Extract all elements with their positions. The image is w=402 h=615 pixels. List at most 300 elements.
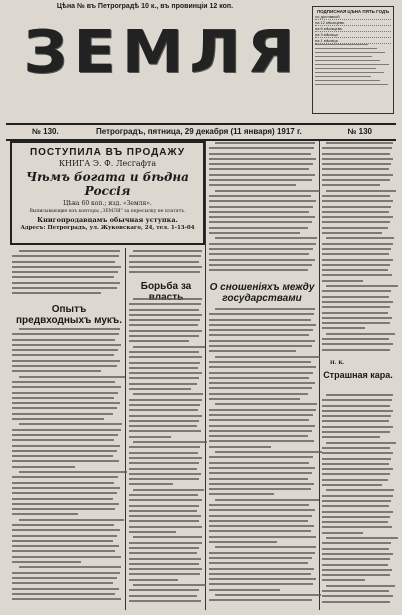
text-line <box>12 344 121 346</box>
text-line <box>129 340 189 342</box>
text-line <box>129 351 199 353</box>
ad-book-title: Чѣмъ богата и бѣдна Россія <box>26 170 189 198</box>
text-line <box>209 269 308 271</box>
text-line <box>12 482 114 484</box>
ad-discount: Книгопродавцамъ обычная уступка. <box>37 216 178 224</box>
text-line <box>133 489 204 491</box>
text-line <box>322 463 389 465</box>
text-line <box>129 568 202 570</box>
text-line <box>322 447 390 449</box>
text-line <box>209 483 314 485</box>
text-line <box>19 250 120 252</box>
text-line <box>322 343 393 345</box>
issue-number-left: № 130. <box>32 127 59 136</box>
text-line <box>209 536 316 538</box>
text-line <box>322 147 392 149</box>
text-line <box>322 542 391 544</box>
text-line <box>129 520 199 522</box>
text-line <box>12 545 119 547</box>
article-column <box>129 298 203 605</box>
text-line <box>215 237 317 239</box>
text-line <box>209 147 314 149</box>
text-line <box>322 495 393 497</box>
text-line <box>322 468 393 470</box>
text-line <box>322 548 389 550</box>
text-line <box>209 467 315 469</box>
text-line <box>322 206 391 208</box>
text-line <box>322 415 391 417</box>
text-line <box>322 574 390 576</box>
text-line <box>322 158 393 160</box>
text-line <box>322 405 390 407</box>
text-line <box>209 195 311 197</box>
text-line <box>209 313 314 315</box>
text-line <box>129 261 199 263</box>
issue-number-right: № 130 <box>347 127 372 136</box>
text-line <box>315 48 377 49</box>
text-line <box>133 441 206 443</box>
text-line <box>12 370 101 372</box>
text-line <box>209 456 313 458</box>
text-line <box>19 376 126 378</box>
text-line <box>209 345 312 347</box>
subscription-row: на 3 мѣсяца <box>315 32 391 38</box>
text-line <box>12 333 119 335</box>
text-line <box>129 510 197 512</box>
text-line <box>129 266 202 268</box>
text-line <box>326 585 395 587</box>
text-line <box>315 56 372 57</box>
text-line <box>209 372 313 374</box>
text-line <box>315 76 371 77</box>
text-line <box>315 60 380 61</box>
text-line <box>129 542 202 544</box>
text-line <box>12 445 120 447</box>
article-column <box>209 308 317 605</box>
text-line <box>12 365 117 367</box>
text-line <box>322 274 392 276</box>
text-line <box>322 264 390 266</box>
text-line <box>209 462 309 464</box>
text-line <box>133 298 201 300</box>
text-line <box>326 489 394 491</box>
text-line <box>322 163 391 165</box>
text-line <box>322 227 388 229</box>
text-line <box>209 243 316 245</box>
text-line <box>209 493 274 495</box>
text-line <box>209 216 315 218</box>
text-line <box>315 52 385 53</box>
text-line <box>209 227 308 229</box>
text-line <box>209 211 309 213</box>
text-line <box>209 387 312 389</box>
text-line <box>215 308 314 310</box>
headline-strashnaya: Страшная кара. <box>323 370 393 380</box>
text-line <box>209 350 296 352</box>
text-line <box>129 563 199 565</box>
text-line <box>129 531 176 533</box>
text-line <box>129 552 197 554</box>
text-line <box>129 452 198 454</box>
headline-borba: Борьба за <box>140 281 192 292</box>
text-line <box>133 346 205 348</box>
text-line <box>12 508 115 510</box>
text-line <box>215 403 317 405</box>
text-line <box>315 72 384 73</box>
text-line <box>322 322 390 324</box>
text-line <box>129 271 200 273</box>
text-line <box>12 540 113 542</box>
text-line <box>12 339 115 341</box>
text-line <box>129 515 201 517</box>
text-line <box>129 425 197 427</box>
text-line <box>129 399 202 401</box>
text-line <box>322 179 390 181</box>
text-line <box>129 409 198 411</box>
text-line <box>322 200 393 202</box>
text-line <box>209 409 316 411</box>
text-line <box>19 471 128 473</box>
text-line <box>12 282 120 284</box>
text-line <box>322 558 390 560</box>
text-line <box>322 168 389 170</box>
text-line <box>129 436 171 438</box>
column-rule <box>319 141 320 610</box>
text-line <box>322 569 392 571</box>
text-line <box>209 200 316 202</box>
text-line <box>322 500 391 502</box>
text-line <box>209 319 311 321</box>
text-line <box>129 314 202 316</box>
ad-price: Цѣна 60 коп.; изд. «Земля». <box>63 200 152 207</box>
text-line <box>129 372 202 374</box>
text-line <box>322 317 392 319</box>
text-line <box>129 595 197 597</box>
text-line <box>326 237 394 239</box>
text-line <box>322 301 393 303</box>
text-line <box>326 537 397 539</box>
ad-shipping-note: Выписывающие изъ конторы „ЗЕМЛЯ" за пересылку не платятъ. <box>29 209 186 214</box>
text-line <box>322 243 393 245</box>
text-line <box>322 526 392 528</box>
text-line <box>209 446 271 448</box>
text-line <box>129 388 191 390</box>
text-line <box>209 398 300 400</box>
text-line <box>322 431 390 433</box>
text-line <box>12 266 121 268</box>
text-line <box>209 179 312 181</box>
text-line <box>209 557 312 559</box>
text-line <box>322 306 390 308</box>
text-line <box>209 520 308 522</box>
text-line <box>322 232 382 234</box>
text-line <box>209 382 315 384</box>
text-line <box>322 269 388 271</box>
text-line <box>129 420 199 422</box>
text-line <box>129 356 202 358</box>
text-line <box>129 573 200 575</box>
text-line <box>322 505 389 507</box>
text-line <box>322 579 365 581</box>
text-line <box>129 324 198 326</box>
headline-opyt: Опытъ предвходныхъ мукъ. <box>16 304 122 326</box>
text-line <box>322 458 391 460</box>
text-line <box>315 84 388 85</box>
subscription-row: на 6 мѣсяцевъ <box>315 26 391 32</box>
text-line <box>315 68 376 69</box>
text-line <box>12 360 120 362</box>
text-line <box>12 476 118 478</box>
text-line <box>129 255 201 257</box>
text-line <box>322 153 390 155</box>
text-line <box>12 498 113 500</box>
article-column <box>322 394 394 606</box>
text-line <box>12 402 120 404</box>
text-line <box>209 414 313 416</box>
text-line <box>209 232 300 234</box>
text-line <box>209 515 312 517</box>
text-line <box>12 550 115 552</box>
text-line <box>129 589 199 591</box>
text-line <box>12 535 117 537</box>
text-line <box>209 552 315 554</box>
subscription-box <box>312 6 394 114</box>
text-line <box>209 361 311 363</box>
text-line <box>209 472 312 474</box>
text-line <box>19 328 120 330</box>
headline-otnosheniya: О сношеніяхъ между государствами <box>209 282 315 304</box>
text-line <box>129 558 201 560</box>
text-line <box>12 460 119 462</box>
text-line <box>322 473 390 475</box>
text-line <box>209 253 309 255</box>
text-line <box>129 335 199 337</box>
text-line <box>129 468 197 470</box>
text-line <box>12 429 121 431</box>
text-line <box>209 425 315 427</box>
text-line <box>209 163 313 165</box>
text-line <box>12 529 120 531</box>
text-line <box>12 271 118 273</box>
text-line <box>133 536 202 538</box>
text-line <box>326 333 395 335</box>
text-line <box>129 462 199 464</box>
text-line <box>133 584 206 586</box>
text-line <box>209 562 308 564</box>
text-line <box>209 334 309 336</box>
text-line <box>209 530 311 532</box>
text-line <box>322 410 393 412</box>
text-line <box>209 573 311 575</box>
text-line <box>322 484 382 486</box>
text-line <box>209 174 315 176</box>
text-line <box>322 259 393 261</box>
text-line <box>129 319 200 321</box>
text-line <box>322 532 363 534</box>
text-line <box>19 519 125 521</box>
column-rule <box>125 248 126 610</box>
text-line <box>209 324 316 326</box>
text-line <box>12 598 121 600</box>
text-line <box>12 413 113 415</box>
text-line <box>209 578 316 580</box>
text-line <box>315 64 389 65</box>
text-line <box>322 216 393 218</box>
text-line <box>12 561 81 563</box>
text-line <box>215 499 319 501</box>
text-line <box>12 287 117 289</box>
text-line <box>209 206 313 208</box>
text-line <box>129 579 178 581</box>
text-line <box>209 589 280 591</box>
text-line <box>215 594 321 596</box>
text-line <box>209 264 312 266</box>
text-line <box>209 419 309 421</box>
text-line <box>209 504 309 506</box>
text-line <box>209 568 314 570</box>
text-line <box>129 430 201 432</box>
text-line <box>322 516 390 518</box>
text-line <box>12 397 114 399</box>
text-line <box>215 451 322 453</box>
text-line <box>12 349 118 351</box>
text-line <box>12 439 114 441</box>
subscription-text-lines <box>315 44 391 85</box>
text-line <box>209 366 316 368</box>
text-line <box>326 190 396 192</box>
date-bar <box>6 123 396 141</box>
text-line <box>129 473 201 475</box>
text-line <box>12 276 114 278</box>
text-line <box>322 312 388 314</box>
text-line <box>322 221 390 223</box>
text-line <box>209 340 315 342</box>
text-line <box>322 511 393 513</box>
text-line <box>215 142 314 144</box>
text-line <box>322 290 391 292</box>
text-line <box>12 392 118 394</box>
ad-address: Адресъ: Петроградъ, ул. Жуковскаго, 24, тел. 1-13-04 <box>20 225 195 231</box>
text-line <box>12 381 115 383</box>
text-line <box>129 377 199 379</box>
article-column <box>12 328 122 603</box>
text-line <box>322 184 380 186</box>
article-column <box>322 142 394 354</box>
text-line <box>129 404 200 406</box>
text-line <box>129 330 202 332</box>
text-line <box>322 211 389 213</box>
text-line <box>129 494 198 496</box>
text-line <box>12 593 115 595</box>
text-line <box>12 450 117 452</box>
text-line <box>215 190 320 192</box>
subscription-row: на 12 мѣсяцевъ <box>315 20 391 26</box>
text-line <box>322 195 390 197</box>
text-line <box>12 582 113 584</box>
text-line <box>209 509 315 511</box>
text-line <box>12 255 119 257</box>
text-line <box>12 503 119 505</box>
text-line <box>12 487 120 489</box>
text-line <box>322 338 389 340</box>
text-line <box>12 524 114 526</box>
text-line <box>12 492 117 494</box>
text-line <box>12 513 78 515</box>
ad-line-2: КНИГА Э. Ф. Лесгафта <box>58 159 157 168</box>
text-line <box>209 184 296 186</box>
text-line <box>322 420 389 422</box>
text-line <box>209 153 311 155</box>
text-line <box>322 436 380 438</box>
text-line <box>209 221 312 223</box>
text-line <box>322 452 393 454</box>
text-line <box>215 356 320 358</box>
text-line <box>315 80 380 81</box>
text-line <box>322 553 393 555</box>
text-line <box>215 546 315 548</box>
text-line <box>129 478 199 480</box>
ad-line-1: ПОСТУПИЛА ВЪ ПРОДАЖУ <box>29 147 186 158</box>
text-line <box>12 292 101 294</box>
text-line <box>209 393 308 395</box>
subscription-heading: ПОДПИСНАЯ ЦѢНА ПЯТЬ ГОДЪ <box>316 9 390 14</box>
text-line <box>209 525 314 527</box>
text-line <box>209 478 308 480</box>
text-line <box>322 174 393 176</box>
article-column <box>12 250 122 298</box>
price-line: Цѣна № въ Петроградѣ 10 к., въ провинціи 12 коп. <box>56 3 234 10</box>
text-line <box>209 583 313 585</box>
text-line <box>322 349 390 351</box>
text-line <box>322 327 365 329</box>
text-line <box>209 541 277 543</box>
text-line <box>129 547 199 549</box>
text-line <box>209 599 312 601</box>
text-line <box>133 250 201 252</box>
text-line <box>12 572 120 574</box>
text-line <box>129 499 202 501</box>
text-line <box>209 168 309 170</box>
text-line <box>12 434 118 436</box>
text-line <box>322 479 388 481</box>
text-line <box>129 383 197 385</box>
text-line <box>209 435 308 437</box>
text-line <box>209 158 316 160</box>
text-line <box>326 285 397 287</box>
text-line <box>322 601 390 603</box>
text-line <box>322 253 389 255</box>
text-line <box>209 488 311 490</box>
text-line <box>322 521 388 523</box>
text-line <box>12 577 117 579</box>
article-column <box>129 250 203 276</box>
text-line <box>129 483 173 485</box>
text-line <box>129 600 201 602</box>
text-line <box>12 418 104 420</box>
text-line <box>12 386 121 388</box>
text-line <box>19 423 122 425</box>
newspaper-title: ЗЕМЛЯ <box>23 16 301 87</box>
text-line <box>129 505 199 507</box>
text-line <box>326 394 392 396</box>
book-advertisement <box>10 141 205 245</box>
text-line <box>12 354 114 356</box>
dateline: Петроградъ, пятница, 29 декабря (11 января) 1917 г. <box>96 127 302 136</box>
text-line <box>129 446 200 448</box>
text-line <box>322 426 393 428</box>
text-line <box>322 399 392 401</box>
text-line <box>209 430 312 432</box>
